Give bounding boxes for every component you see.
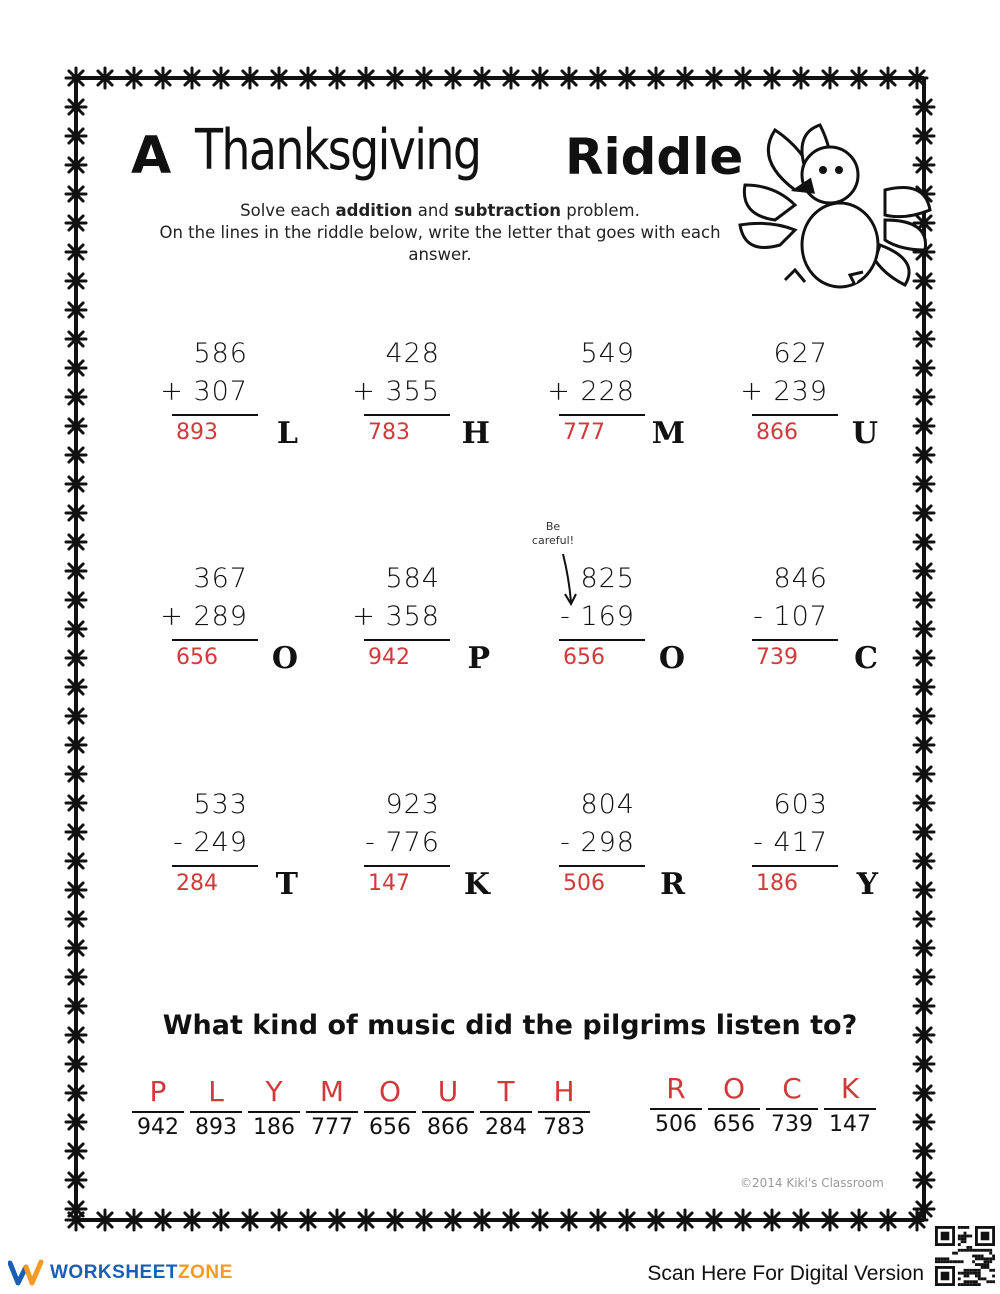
problem-4 [708,338,878,458]
slot-code: 739 [771,1112,813,1137]
worksheetzone-logo[interactable] [8,1258,233,1288]
slot-letter: L [208,1075,224,1108]
title-thanksgiving: Thanksgiving [195,118,481,183]
code-letter: T [275,867,298,902]
problem-3 [515,338,685,458]
riddle-question: What kind of music did the pilgrims listen to? [162,1010,858,1041]
problem-11 [515,789,685,909]
code-letter: P [467,641,490,676]
addend-bottom: + 228 [547,376,635,407]
slot-line [422,1111,474,1113]
code-letter: K [463,867,490,902]
answer-line [172,639,258,641]
brand-name [50,1262,233,1284]
subtrahend: - 417 [753,827,828,858]
addend-top: 428 [385,338,440,369]
slot-letter: R [666,1072,686,1105]
subtrahend: - 169 [560,601,635,632]
instr-text: Solve each [240,201,336,220]
slot-letter: C [782,1072,802,1105]
instr-text: problem. [561,201,640,220]
slot-line [306,1111,358,1113]
slot-code: 893 [195,1115,237,1140]
slot-code: 186 [253,1115,295,1140]
addend-top: 549 [580,338,635,369]
addend-bottom: + 355 [352,376,440,407]
riddle-slot [708,1072,760,1142]
subtrahend: - 107 [753,601,828,632]
answer-line [364,865,450,867]
minuend: 846 [773,563,828,594]
code-letter: O [658,641,685,676]
slot-letter: O [378,1075,402,1108]
instr-addition: addition [335,201,413,220]
minuend: 825 [580,563,635,594]
riddle-slot [306,1075,358,1145]
code-letter: L [276,416,298,451]
answer: 284 [176,871,218,896]
slot-line [190,1111,242,1113]
riddle-slot [190,1075,242,1145]
answer: 656 [563,645,605,670]
answer-line [559,414,645,416]
answer-line [172,414,258,416]
problem-10 [320,789,490,909]
slot-code: 783 [543,1115,585,1140]
slot-letter: P [149,1075,167,1108]
slot-letter: T [497,1075,515,1108]
slot-line [538,1111,590,1113]
minuend: 533 [193,789,248,820]
code-letter: M [651,416,685,451]
addend-bottom: + 239 [740,376,828,407]
slot-line [364,1111,416,1113]
subtrahend: - 776 [365,827,440,858]
addend-top: 627 [773,338,828,369]
subtrahend: - 249 [173,827,248,858]
slot-code: 506 [655,1112,697,1137]
answer: 783 [368,420,410,445]
addend-bottom: + 289 [160,601,248,632]
scan-text: Scan Here For Digital Version [647,1262,924,1285]
answer-line [752,414,838,416]
slot-letter: O [722,1072,746,1105]
riddle-slot [766,1072,818,1142]
riddle-slot [538,1075,590,1145]
problem-9 [128,789,298,909]
problem-12 [708,789,878,909]
riddle-slot [650,1072,702,1142]
slot-line [824,1108,876,1110]
answer: 739 [756,645,798,670]
be-careful-note: Be careful! [531,520,575,547]
answer-line [559,865,645,867]
answer: 186 [756,871,798,896]
title-riddle: Riddle [565,128,744,186]
brand-part2: ZONE [178,1262,233,1283]
problem-8 [708,563,878,683]
brand-part1: WORKSHEET [50,1262,178,1283]
slot-line [248,1111,300,1113]
answer: 506 [563,871,605,896]
answer-line [364,639,450,641]
code-letter: C [854,641,878,676]
answer: 147 [368,871,410,896]
riddle-slot [480,1075,532,1145]
slot-code: 656 [713,1112,755,1137]
subtrahend: - 298 [560,827,635,858]
instr-subtraction: subtraction [454,201,562,220]
answer: 777 [563,420,605,445]
problem-1 [128,338,298,458]
minuend: 804 [580,789,635,820]
qr-code-icon[interactable] [935,1226,995,1286]
slot-letter: K [840,1072,860,1105]
answer: 942 [368,645,410,670]
instructions [140,200,740,266]
answer-line [559,639,645,641]
minuend: 923 [385,789,440,820]
answer: 893 [176,420,218,445]
turkey-illustration [735,120,935,300]
riddle-slot [132,1075,184,1145]
code-letter: O [271,641,298,676]
answer-line [752,865,838,867]
addend-top: 367 [193,563,248,594]
code-letter: H [461,416,490,451]
slot-line [650,1108,702,1110]
code-letter: U [851,416,878,451]
instr-line2: On the lines in the riddle below, write the letter that goes with each answer. [159,223,721,264]
riddle-slot [422,1075,474,1145]
logo-icon [8,1259,44,1287]
arrow-icon [555,550,585,610]
problem-6 [320,563,490,683]
riddle-slot [248,1075,300,1145]
answer-line [752,639,838,641]
code-letter: Y [856,867,878,902]
slot-letter: U [437,1075,459,1108]
answer-line [172,865,258,867]
code-letter: R [660,867,685,902]
instr-text: and [412,201,455,220]
page-title [125,112,765,192]
addend-top: 584 [385,563,440,594]
slot-letter: H [553,1075,575,1108]
slot-code: 777 [311,1115,353,1140]
copyright: ©2014 Kiki's Classroom [740,1176,884,1190]
slot-code: 942 [137,1115,179,1140]
slot-letter: M [319,1075,345,1108]
slot-letter: Y [265,1075,283,1108]
addend-top: 586 [193,338,248,369]
answer: 656 [176,645,218,670]
slot-line [708,1108,760,1110]
slot-code: 866 [427,1115,469,1140]
riddle-slot [364,1075,416,1145]
slot-code: 147 [829,1112,871,1137]
riddle-slot [824,1072,876,1142]
problem-2 [320,338,490,458]
slot-code: 284 [485,1115,527,1140]
answer: 866 [756,420,798,445]
minuend: 603 [773,789,828,820]
slot-code: 656 [369,1115,411,1140]
title-a: A [131,126,172,186]
slot-line [480,1111,532,1113]
answer-line [364,414,450,416]
slot-line [766,1108,818,1110]
addend-bottom: + 358 [352,601,440,632]
problem-5 [128,563,298,683]
slot-line [132,1111,184,1113]
addend-bottom: + 307 [160,376,248,407]
